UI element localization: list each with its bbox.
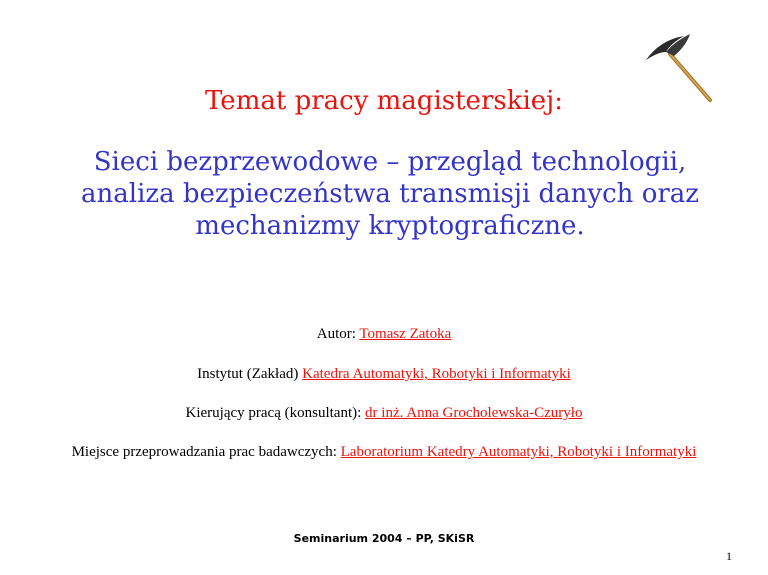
research-place-row [0, 444, 768, 461]
research-place-label: Miejsce przeprowadzania prac badawczych: [71, 444, 337, 460]
institute-row [0, 366, 768, 383]
author-link[interactable]: Tomasz Zatoka [359, 326, 452, 342]
slide-title: Temat pracy magisterskiej: [204, 86, 563, 116]
institute-label: Instytut (Zakład) [197, 366, 299, 382]
research-place-link[interactable]: Laboratorium Katedry Automatyki, Robotyki i Informatyki [340, 444, 697, 460]
thesis-subject [60, 146, 720, 242]
supervisor-label: Kierujący pracą (konsultant): [185, 405, 362, 421]
author-row [0, 326, 768, 343]
page-number: 1 [726, 549, 732, 563]
thesis-subject-line: analiza bezpieczeństwa transmisji danych oraz [81, 179, 699, 209]
thesis-subject-line: mechanizmy kryptograficzne. [195, 211, 585, 241]
slide-footer: Seminarium 2004 – PP, SKiSR [293, 532, 475, 545]
supervisor-row [0, 405, 768, 422]
author-label: Autor: [316, 326, 356, 342]
institute-link[interactable]: Katedra Automatyki, Robotyki i Informatyki [302, 366, 571, 382]
supervisor-link[interactable]: dr inż. Anna Grocholewska-Czuryło [365, 405, 583, 421]
thesis-subject-line: Sieci bezprzewodowe – przegląd technologii, [93, 147, 687, 177]
